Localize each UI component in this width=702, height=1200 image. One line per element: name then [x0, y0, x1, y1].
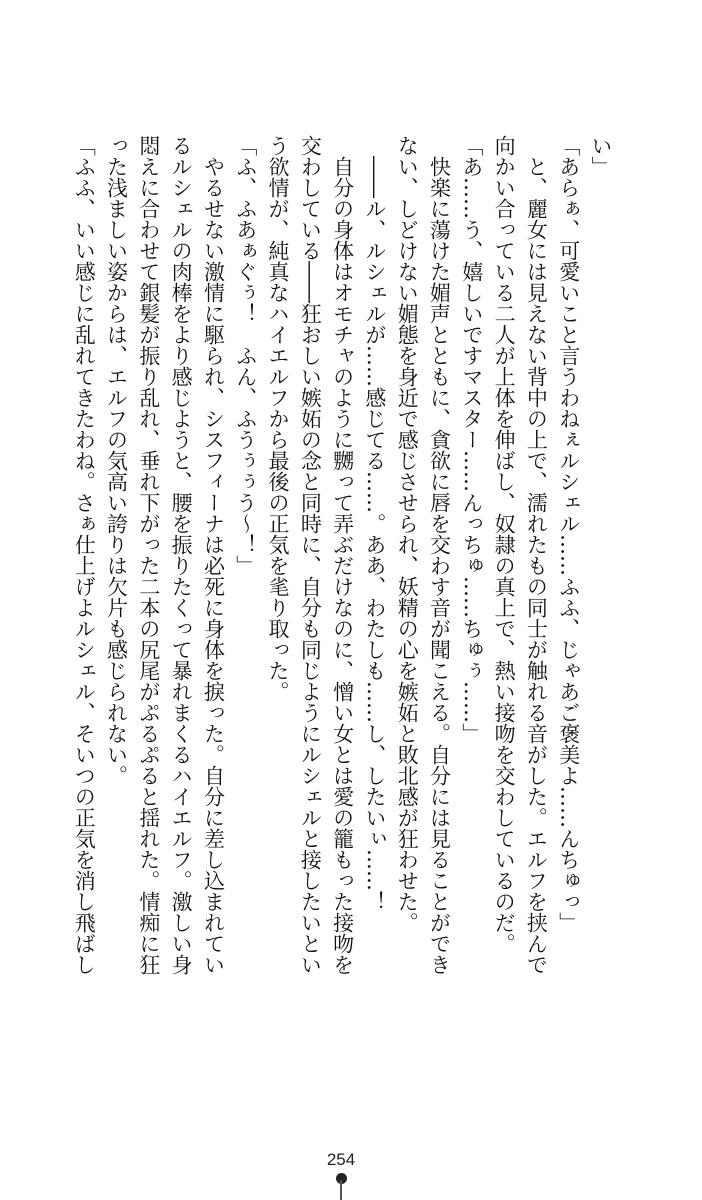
text-line: 交わしている――狂おしい嫉妬の念と同時に、自分も同じようにルシェルと接したいとい: [298, 135, 323, 975]
novel-text-body: [67, 135, 617, 980]
text-line: い」: [589, 135, 613, 177]
text-line: ――ル、ルシェルが……感じてる……。ああ、わたしも……し、したいぃ……！: [362, 135, 387, 912]
text-line: やるせない激情に駆られ、シスフィーナは必死に身体を捩った。自分に差し込まれてい: [201, 135, 226, 975]
text-line: 悶えに合わせて銀髪が振り乱れ、垂れ下がった二本の尻尾がぷるぷると揺れた。情痴に狂: [136, 135, 161, 975]
page-number: 254: [326, 1150, 356, 1169]
text-line: う欲情が、純真なハイエルフから最後の正気を毟り取った。: [266, 135, 291, 702]
text-line: るルシェルの肉棒をより感じようと、腰を振りたくって暴れまくるハイエルフ。激しい身: [169, 135, 194, 975]
text-line: 自分の身体はオモチャのように嬲って弄ぶだけなのに、憎い女とは愛の籠もった接吻を: [330, 135, 355, 975]
text-line: 「あ……う、嬉しいですマスター……んっちゅ……ちゅぅ……」: [459, 135, 484, 744]
text-line: 「あらぁ、可愛いこと言うわねぇルシェル……ふふ、じゃあご褒美よ……んちゅっ」: [556, 135, 581, 933]
text-line: 快楽に蕩けた媚声とともに、貪欲に唇を交わす音が聞こえる。自分には見ることができ: [427, 135, 452, 975]
text-line: ない、しどけない媚態を身近で感じさせられ、妖精の心を嫉妬と敗北感が狂わせた。: [395, 135, 420, 933]
text-line: 向かい合っている二人が上体を伸ばし、奴隷の真上で、熱い接吻を交わしているのだ。: [492, 135, 517, 954]
page-marker-line: [340, 1180, 342, 1200]
text-line: 「ふ、ふあぁぐぅ！ ふん、ふうぅぅう〜！」: [233, 135, 258, 576]
text-line: 「ふふ、いい感じに乱れてきたわね。さぁ仕上げよルシェル、そいつの正気を消し飛ばし: [72, 135, 97, 975]
text-line: った浅ましい姿からは、エルフの気高い誇りは欠片も感じられない。: [104, 135, 129, 786]
text-line: と、麗女には見えない背中の上で、濡れたもの同士が触れる音がした。エルフを挟んで: [524, 135, 549, 975]
